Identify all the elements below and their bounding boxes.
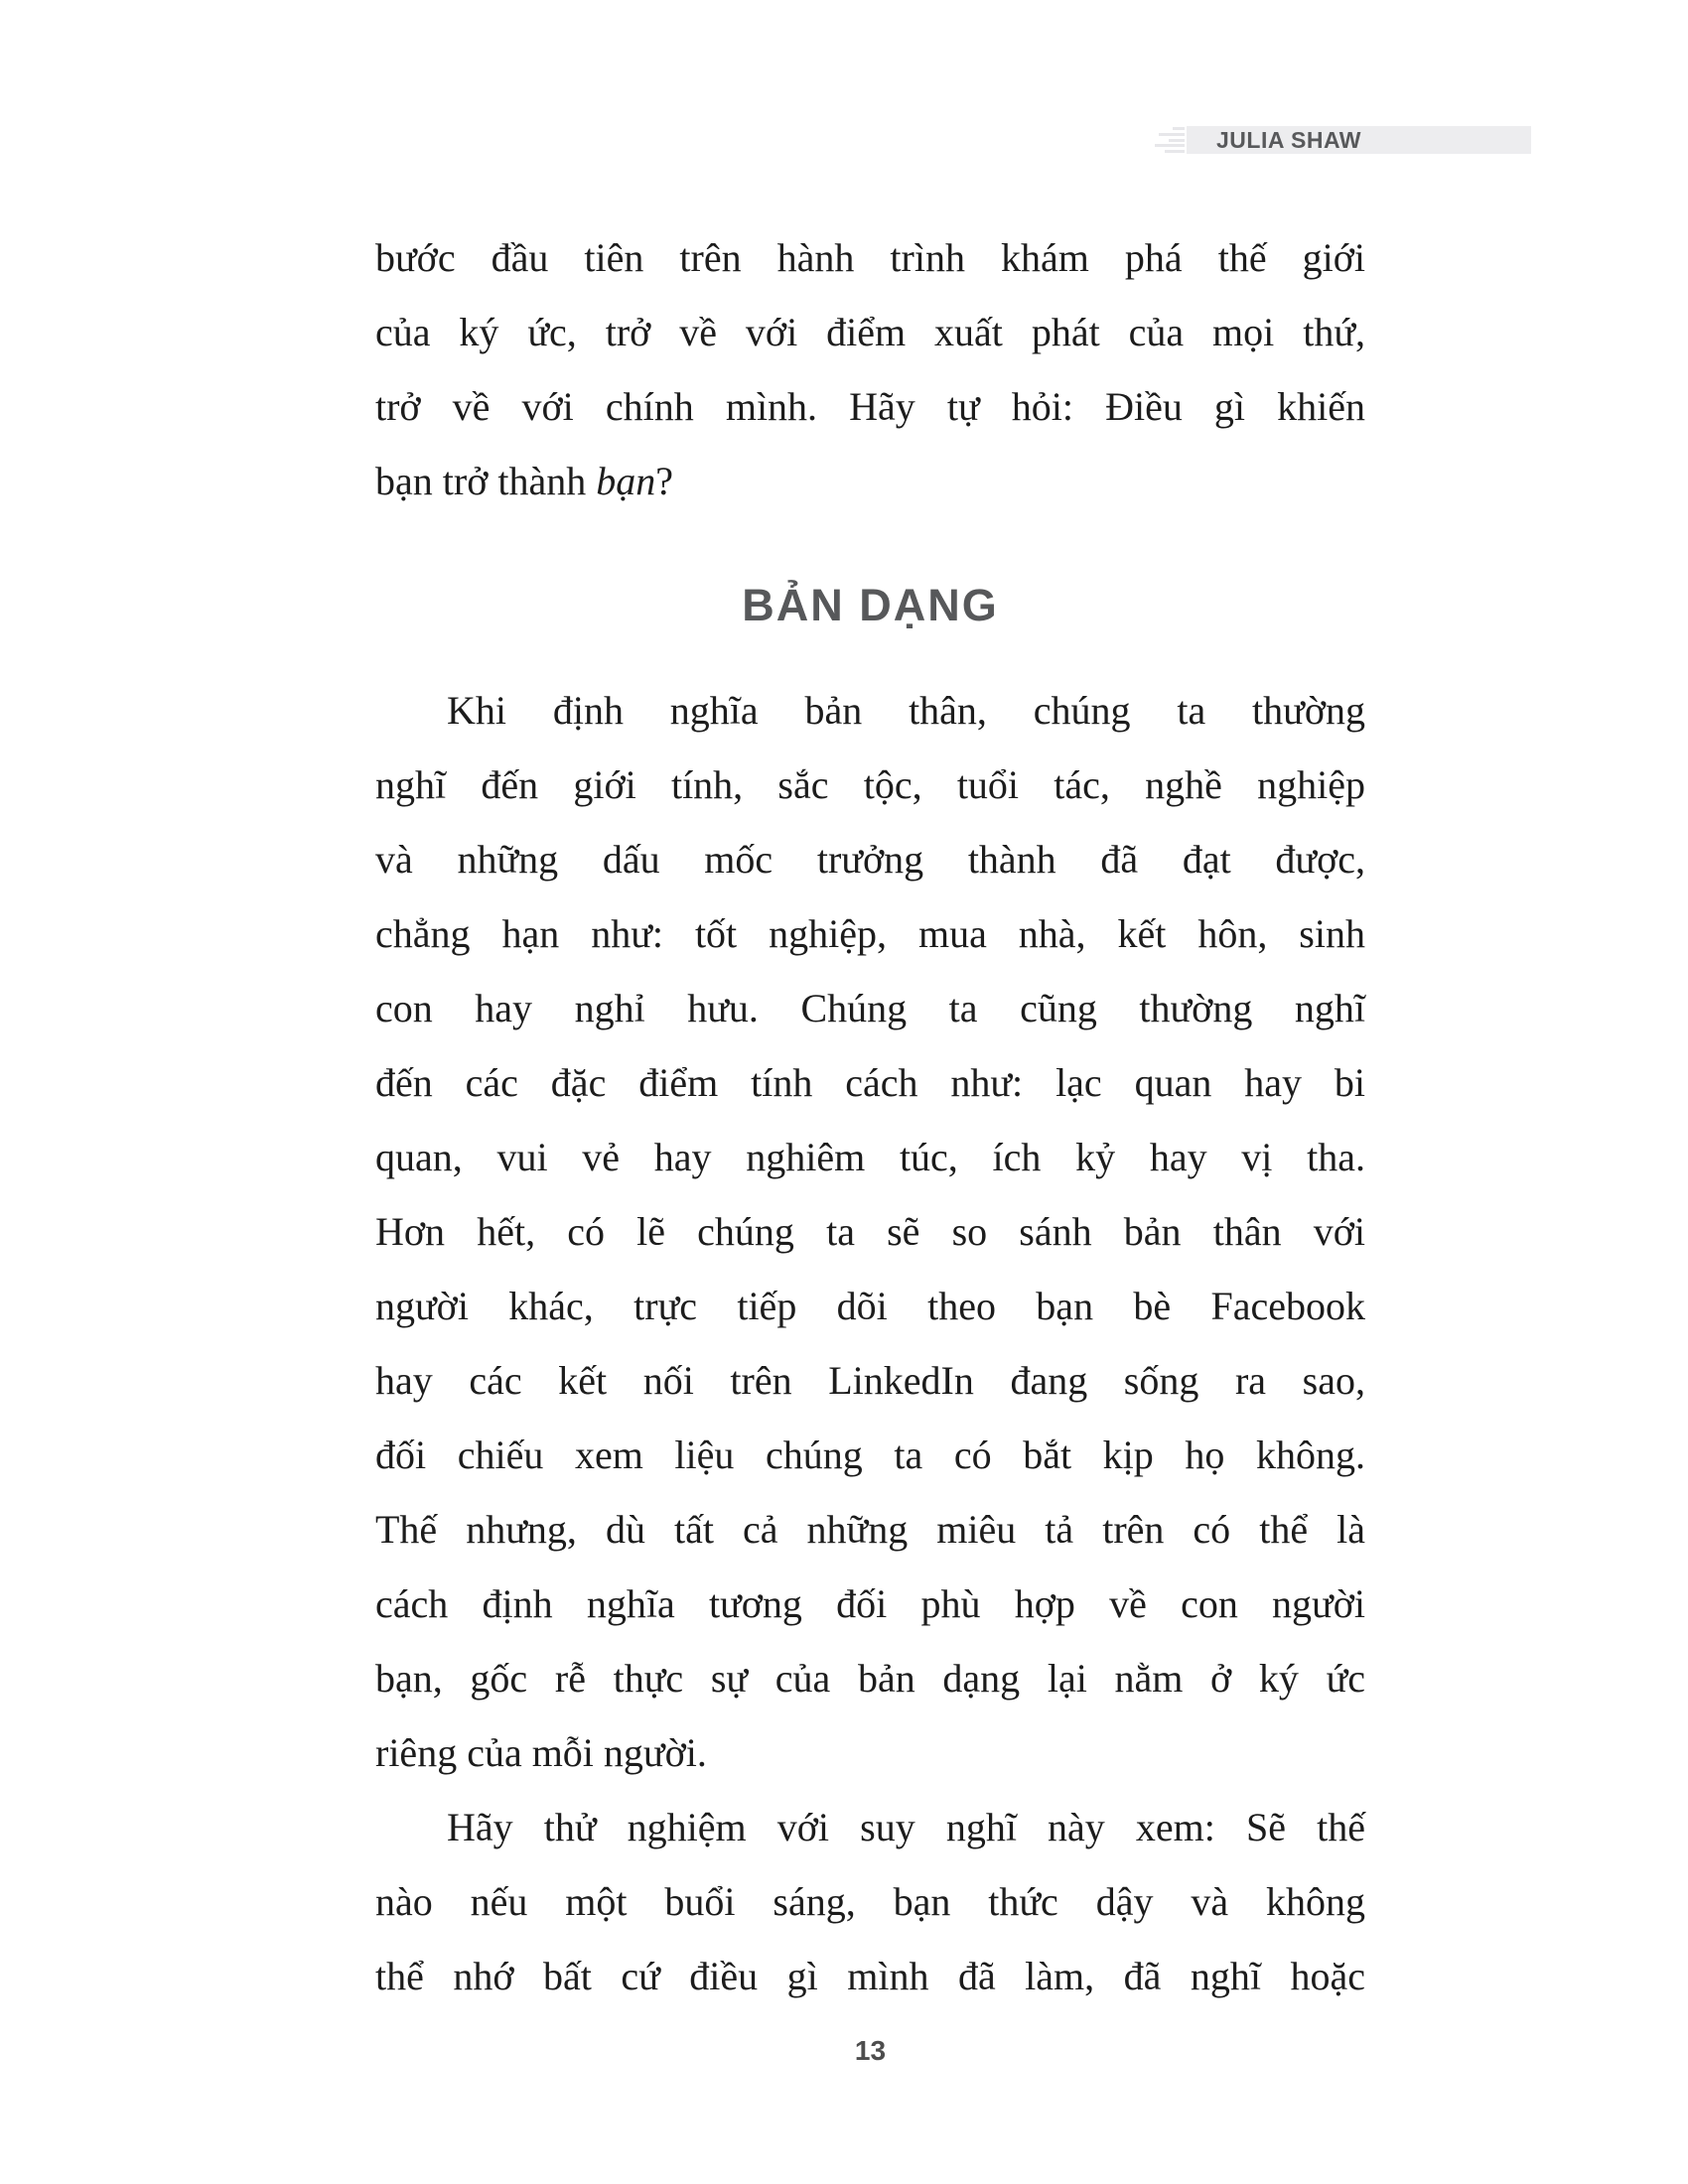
text-line: [375, 1492, 1365, 1567]
paragraph: [375, 673, 1365, 1790]
emphasized-text: bạn: [596, 459, 656, 503]
text-segment: bạn trở thành: [375, 459, 597, 503]
text-segment: quan, vui vẻ hay nghiêm túc, ích kỷ hay vị tha.: [375, 1135, 1365, 1179]
text-segment: và những dấu mốc trưởng thành đã đạt được,: [375, 837, 1365, 882]
running-head-bar: [1187, 126, 1531, 154]
text-line: [375, 748, 1365, 822]
section-heading: BẢN DẠNG: [742, 580, 999, 630]
text-line: [375, 1864, 1365, 1939]
text-line: [375, 1715, 1365, 1790]
text-segment: đến các đặc điểm tính cách như: lạc quan hay bi: [375, 1060, 1365, 1105]
page-number: 13: [854, 2035, 887, 2066]
running-head-author: JULIA SHAW: [1216, 127, 1361, 153]
paragraph: [375, 220, 1365, 518]
text-segment: Hơn hết, có lẽ chúng ta sẽ so sánh bản thân với: [375, 1209, 1365, 1254]
text-segment: nghĩ đến giới tính, sắc tộc, tuổi tác, nghề nghiệp: [375, 762, 1365, 807]
text-segment: Khi định nghĩa bản thân, chúng ta thường: [447, 688, 1365, 733]
text-segment: bạn, gốc rễ thực sự của bản dạng lại nằm ở ký ức: [375, 1656, 1365, 1701]
text-line: [375, 1269, 1365, 1343]
text-line: [375, 1045, 1365, 1120]
text-line: [375, 369, 1365, 444]
text-segment: bước đầu tiên trên hành trình khám phá thế giới: [375, 235, 1365, 280]
text-line: [375, 1939, 1365, 2013]
text-segment: Hãy thử nghiệm với suy nghĩ này xem: Sẽ thế: [447, 1805, 1365, 1849]
text-line: [375, 1343, 1365, 1418]
text-line: [375, 1641, 1365, 1715]
text-line: [375, 295, 1365, 369]
text-line: [375, 1567, 1365, 1641]
text-line: [375, 1790, 1365, 1864]
text-segment: chẳng hạn như: tốt nghiệp, mua nhà, kết hôn, sinh: [375, 911, 1365, 956]
text-line: [375, 673, 1365, 748]
text-line: [375, 971, 1365, 1045]
text-line: [375, 1120, 1365, 1194]
text-segment: cách định nghĩa tương đối phù hợp về con người: [375, 1581, 1365, 1626]
text-segment: ?: [655, 459, 673, 503]
text-segment: con hay nghỉ hưu. Chúng ta cũng thường nghĩ: [375, 986, 1365, 1030]
page-footer: [375, 2035, 1365, 2067]
text-segment: nào nếu một buổi sáng, bạn thức dậy và không: [375, 1879, 1365, 1924]
text-segment: thể nhớ bất cứ điều gì mình đã làm, đã nghĩ hoặc: [375, 1954, 1365, 1998]
text-line: [375, 1194, 1365, 1269]
text-segment: riêng của mỗi người.: [375, 1730, 707, 1775]
text-line: [375, 220, 1365, 295]
text-line: [375, 1418, 1365, 1492]
text-segment: của ký ức, trở về với điểm xuất phát của mọi thứ,: [375, 310, 1365, 354]
text-segment: Thế nhưng, dù tất cả những miêu tả trên có thể là: [375, 1507, 1365, 1552]
torn-edge-decoration: [1143, 127, 1185, 153]
page-body: [375, 220, 1365, 2013]
text-segment: người khác, trực tiếp dõi theo bạn bè Facebook: [375, 1284, 1365, 1328]
text-segment: hay các kết nối trên LinkedIn đang sống ra sao,: [375, 1358, 1365, 1403]
paragraph: [375, 1790, 1365, 2013]
text-segment: trở về với chính mình. Hãy tự hỏi: Điều gì khiến: [375, 384, 1365, 429]
text-line: [375, 822, 1365, 896]
text-segment: đối chiếu xem liệu chúng ta có bắt kịp họ không.: [375, 1433, 1365, 1477]
text-line: [375, 896, 1365, 971]
text-line: [375, 444, 1365, 518]
